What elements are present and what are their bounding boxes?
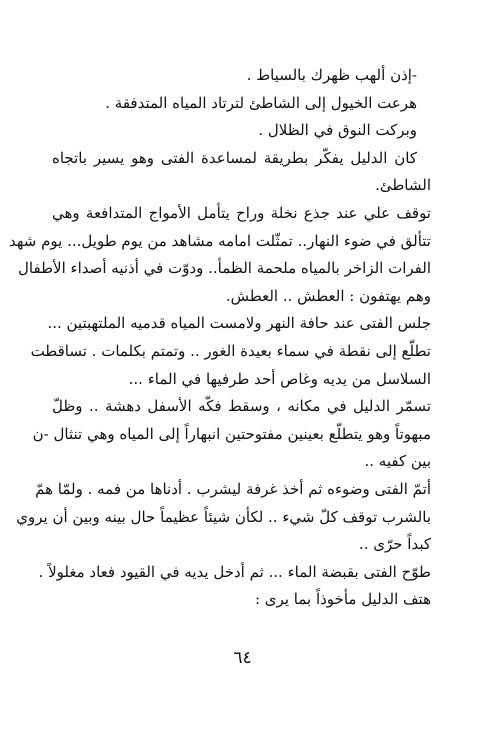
text-line-11: تطلّع إلى نقطة في سماء بعيدة الغور .. وتمتم بكلمات . تساقطت	[30, 341, 431, 360]
text-line-6: توقف علي عند جذع نخلة وراح يتأمل الأمواج المتدافعة وهي	[52, 203, 431, 222]
text-line-4: كان الدليل يفكّر بطريقة لمساعدة الفتى وهو يسير باتجاه	[52, 148, 417, 167]
text-line-12: السلاسل من يديه وغاص أحد طرفيها في الماء ...	[128, 369, 431, 388]
text-line-3: وبركت النوق في الظلال .	[258, 121, 417, 140]
text-line-15: بين كفيه ..	[364, 452, 431, 471]
text-line-18: كبداً حرّى ..	[358, 535, 431, 554]
text-line-19: طوّح الفتى بقبضة الماء ... ثم أدخل يديه في القيود فعاد مغلولاً .	[38, 562, 431, 581]
text-line-10: جلس الفتى عند حافة النهر ولامست المياه قدميه الملتهبتين ...	[47, 314, 431, 333]
text-line-20: هتف الدليل مأخوذاً بما يرى :	[254, 590, 431, 609]
text-line-16: أتمّ الفتى وضوءه ثم أخذ غرفة ليشرب . أدناها من فمه . ولمّا همّ	[35, 479, 431, 498]
text-line-1: -إذن ألهب ظهرك بالسياط .	[246, 66, 417, 84]
text-line-13: تسمّر الدليل في مكانه ، وسقط فكّه الأسفل دهشة .. وظلّ	[52, 397, 431, 416]
text-line-5: الشاطئ.	[375, 176, 431, 195]
text-line-14: مبهوتاً وهو يتطلّع بعينين مفتوحتين انبهاراً إلى المياه وهي تنثال -ن	[32, 424, 431, 443]
text-line-8: الفرات الزاخر بالمياه ملحمة الظمأ.. ودوّت في أذنيه أصداء الأطفال	[18, 259, 431, 278]
text-line-7: تتألق في ضوء النهار.. تمثّلت امامه مشاهد من يوم طويل... يوم شهد	[9, 231, 431, 250]
text-line-17: بالشرب توقف كلّ شيء .. لكأن شيئاً عظيماً حال بينه وبين أن يروي	[16, 507, 431, 526]
text-line-9: وهم يهتفون : العطش .. العطش.	[225, 286, 431, 305]
page-number: ٦٤	[233, 648, 252, 668]
text-line-2: هرعت الخيول إلى الشاطئ لترتاد المياه المتدفقة .	[105, 93, 417, 112]
